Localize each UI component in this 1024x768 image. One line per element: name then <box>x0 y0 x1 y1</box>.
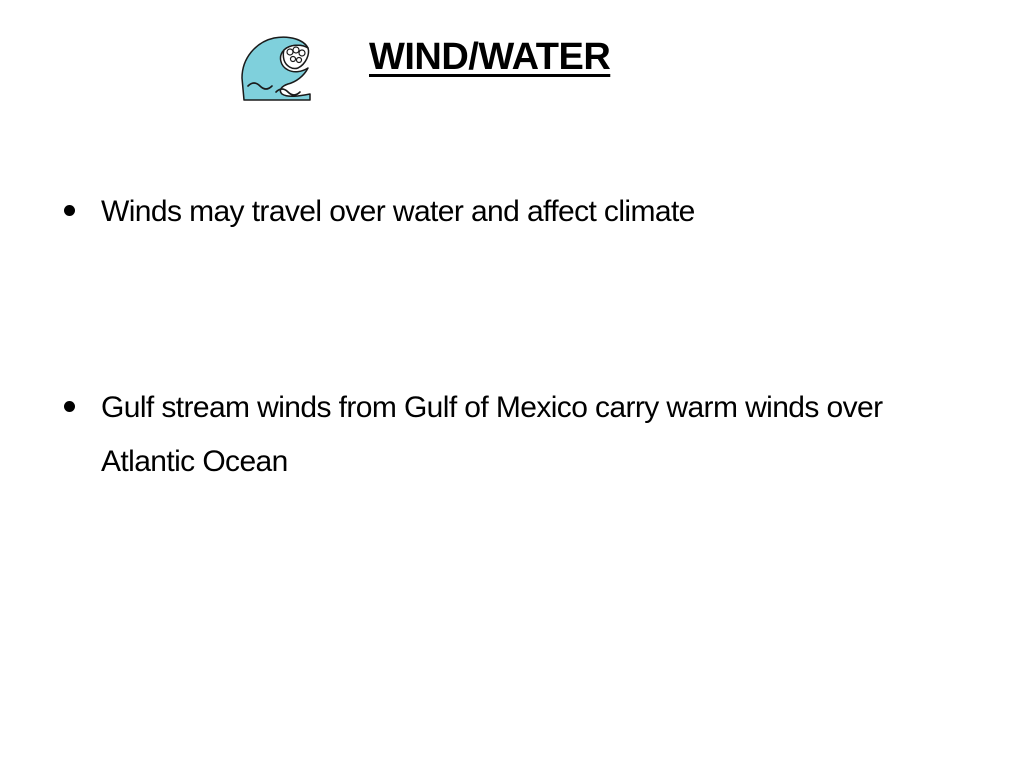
bullet-list <box>60 185 960 489</box>
list-item <box>60 381 960 489</box>
bullet-text: Winds may travel over water and affect climate <box>101 195 695 228</box>
slide-title: WIND/WATER <box>369 36 611 78</box>
wave-icon <box>238 34 312 104</box>
bullet-icon <box>64 205 75 216</box>
bullet-text: Gulf stream winds from Gulf of Mexico carry warm winds over Atlantic Ocean <box>101 391 883 478</box>
list-item <box>60 185 960 239</box>
bullet-icon <box>64 401 75 412</box>
